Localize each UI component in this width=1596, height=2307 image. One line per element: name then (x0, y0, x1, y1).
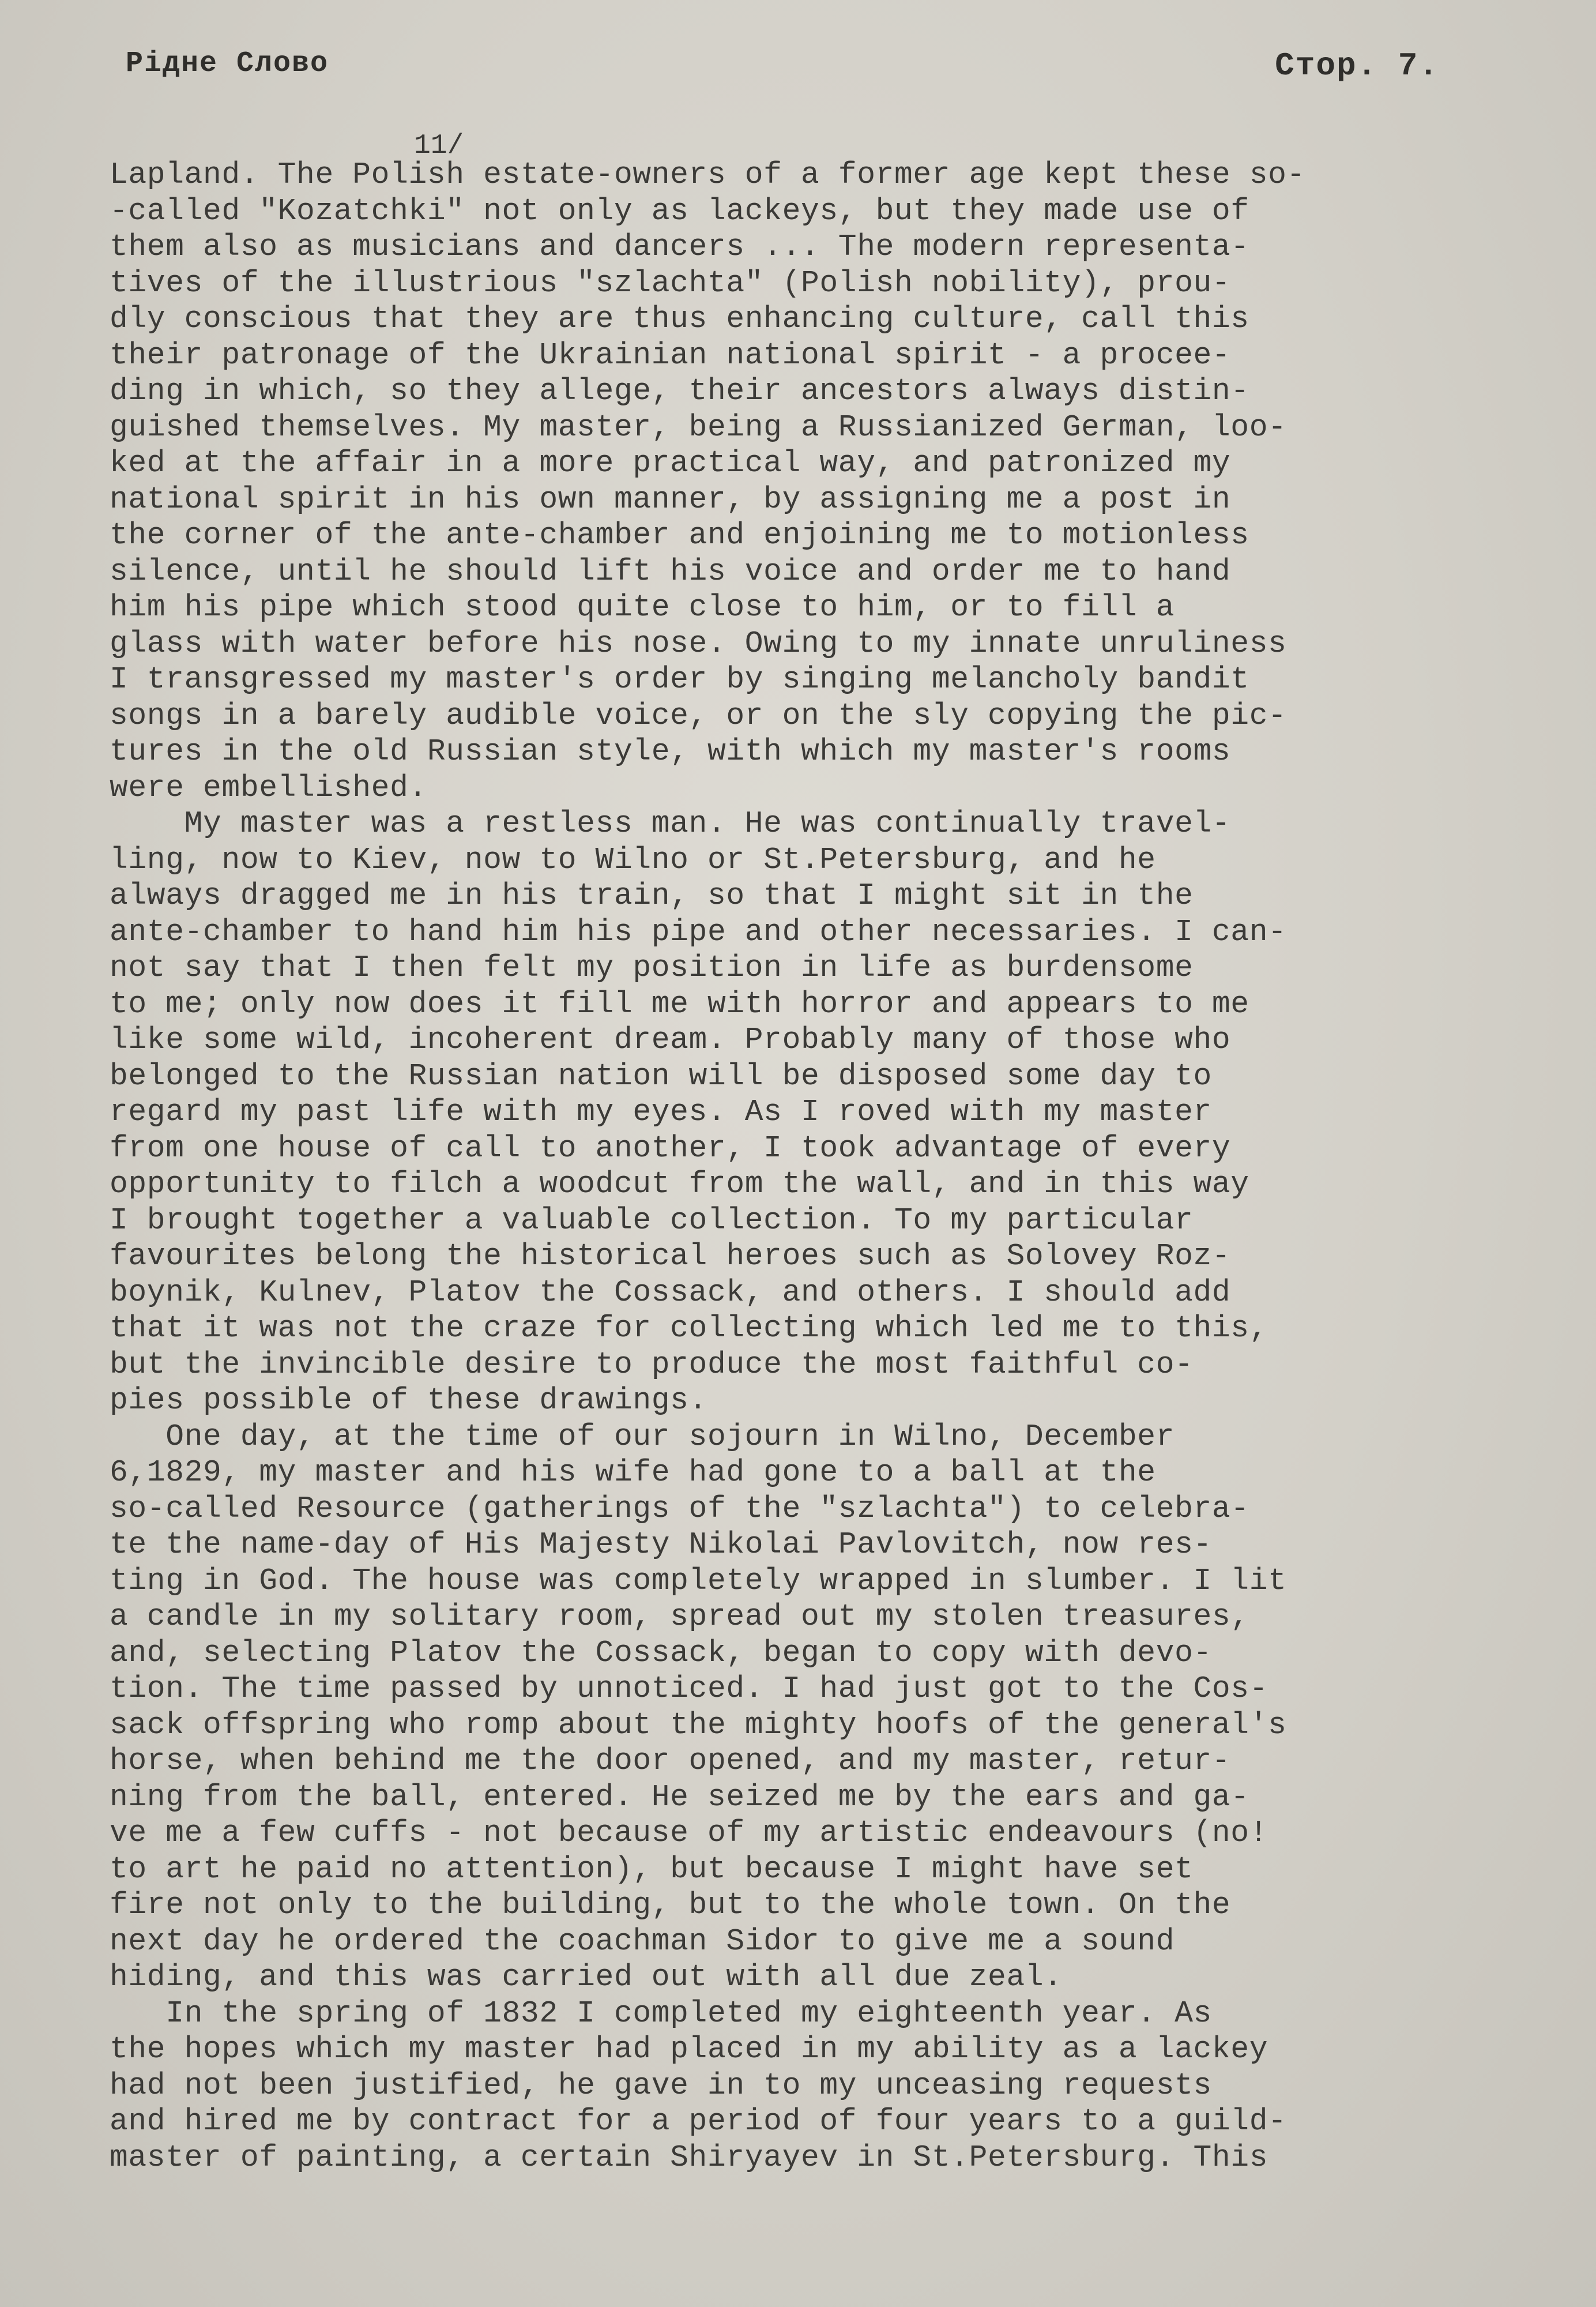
text-line: to me; only now does it fill me with horror and appears to me (110, 986, 1249, 1021)
text-line: In the spring of 1832 I completed my eighteenth year. As (110, 1996, 1212, 2031)
page-number: Стор. 7. (1275, 47, 1439, 84)
text-line: regard my past life with my eyes. As I roved with my master (110, 1095, 1212, 1129)
text-line: I brought together a valuable collection. To my particular (110, 1203, 1194, 1238)
footnote-marker: 11/ (414, 130, 464, 161)
text-line: One day, at the time of our sojourn in Wilno, December (110, 1419, 1175, 1454)
text-line: and, selecting Platov the Cossack, began to copy with devo- (110, 1635, 1212, 1670)
text-line: and hired me by contract for a period of four years to a guild- (110, 2104, 1287, 2139)
text-line: ante-chamber to hand him his pipe and other necessaries. I can- (110, 914, 1287, 949)
text-line: songs in a barely audible voice, or on the sly copying the pic- (110, 698, 1287, 733)
text-line: national spirit in his own manner, by assigning me a post in (110, 482, 1231, 517)
text-line: were embellished. (110, 770, 427, 805)
text-line: Lapland. The Polish estate-owners of a former age kept these so- (110, 157, 1305, 192)
text-line: that it was not the craze for collecting which led me to this, (110, 1311, 1268, 1346)
text-line: I transgressed my master's order by singing melancholy bandit (110, 662, 1249, 697)
text-line: sack offspring who romp about the mighty hoofs of the general's (110, 1707, 1287, 1742)
text-line: master of painting, a certain Shiryayev in St.Petersburg. This (110, 2140, 1268, 2175)
text-line: silence, until he should lift his voice and order me to hand (110, 554, 1231, 589)
text-line: always dragged me in his train, so that I might sit in the (110, 878, 1194, 913)
text-line: tures in the old Russian style, with which my master's rooms (110, 734, 1231, 769)
text-line: boynik, Kulnev, Platov the Cossack, and others. I should add (110, 1275, 1231, 1310)
text-line: the corner of the ante-chamber and enjoining me to motionless (110, 518, 1249, 553)
text-line: My master was a restless man. He was continually travel- (110, 806, 1231, 841)
text-line: a candle in my solitary room, spread out my stolen treasures, (110, 1599, 1249, 1634)
text-line: to art he paid no attention), but because I might have set (110, 1851, 1194, 1887)
text-line: pies possible of these drawings. (110, 1383, 707, 1418)
text-line: te the name-day of His Majesty Nikolai Pavlovitch, now res- (110, 1527, 1212, 1562)
text-line: them also as musicians and dancers ... The modern representa- (110, 230, 1249, 264)
text-line: ked at the affair in a more practical way, and patronized my (110, 446, 1231, 480)
text-line: ve me a few cuffs - not because of my artistic endeavours (no! (110, 1816, 1268, 1850)
text-line: from one house of call to another, I took advantage of every (110, 1130, 1231, 1166)
text-line: horse, when behind me the door opened, and my master, retur- (110, 1744, 1231, 1778)
text-line: guished themselves. My master, being a Russianized German, loo- (110, 409, 1287, 445)
text-line: ling, now to Kiev, now to Wilno or St.Petersburg, and he (110, 842, 1156, 877)
text-line: like some wild, incoherent dream. Probably many of those who (110, 1023, 1231, 1057)
text-line: him his pipe which stood quite close to him, or to fill a (110, 590, 1175, 625)
text-line: had not been justified, he gave in to my unceasing requests (110, 2068, 1212, 2103)
text-line: belonged to the Russian nation will be disposed some day to (110, 1058, 1212, 1094)
text-line: glass with water before his nose. Owing to my innate unruliness (110, 626, 1287, 661)
publication-title: Рідне Слово (126, 47, 329, 80)
text-line: so-called Resource (gatherings of the "szlachta") to celebra- (110, 1491, 1249, 1526)
text-line: -called "Kozatchki" not only as lackeys, but they made use of (110, 193, 1249, 228)
text-line: tion. The time passed by unnoticed. I had just got to the Cos- (110, 1671, 1268, 1706)
text-line: but the invincible desire to produce the most faithful co- (110, 1347, 1194, 1382)
text-line: hiding, and this was carried out with all due zeal. (110, 1960, 1063, 1994)
text-line: their patronage of the Ukrainian national spirit - a procee- (110, 337, 1231, 373)
text-line: ting in God. The house was completely wrapped in slumber. I lit (110, 1563, 1287, 1598)
text-line: favourites belong the historical heroes such as Solovey Roz- (110, 1239, 1231, 1273)
text-line: tives of the illustrious "szlachta" (Polish nobility), prou- (110, 265, 1231, 300)
text-line: not say that I then felt my position in life as burdensome (110, 950, 1194, 985)
text-line: next day he ordered the coachman Sidor to give me a sound (110, 1923, 1175, 1959)
text-line: opportunity to filch a woodcut from the wall, and in this way (110, 1167, 1249, 1201)
text-line: the hopes which my master had placed in my ability as a lackey (110, 2032, 1268, 2066)
text-line: 6,1829, my master and his wife had gone to a ball at the (110, 1455, 1156, 1490)
text-line: ding in which, so they allege, their ancestors always distin- (110, 374, 1249, 408)
body-text (110, 157, 1505, 2176)
text-line: ning from the ball, entered. He seized me by the ears and ga- (110, 1779, 1249, 1814)
text-line: dly conscious that they are thus enhancing culture, call this (110, 302, 1249, 336)
page-header (0, 36, 1596, 82)
text-line: fire not only to the building, but to the whole town. On the (110, 1888, 1231, 1922)
